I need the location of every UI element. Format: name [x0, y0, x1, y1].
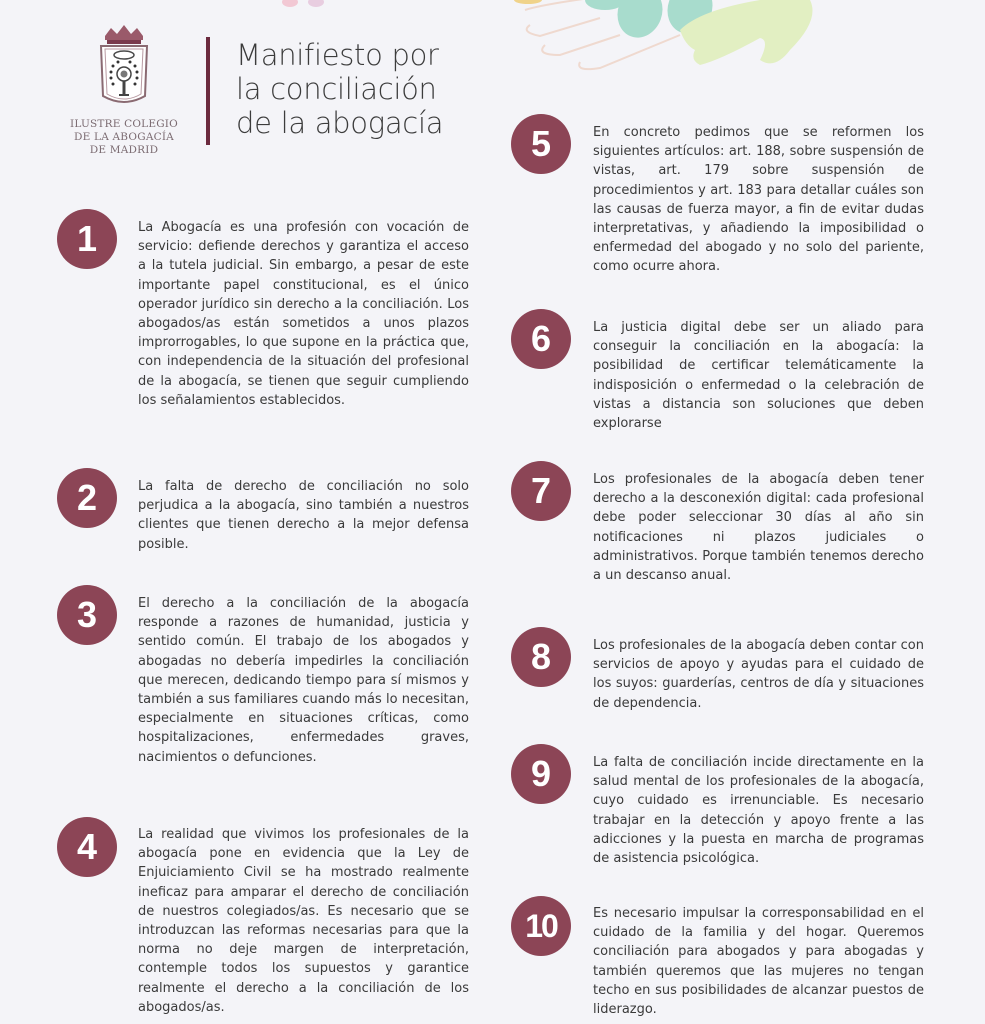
title-line-1: Manifiesto por	[236, 38, 439, 72]
item-text: Los profesionales de la abogacía deben tener derecho a la desconexión digital: cada profesional debe poder seleccionar 30 días al año sin notificaciones ni plazos judiciales o administrativos. Porque también tenemos derecho a un descanso anual.	[593, 472, 924, 584]
title-divider	[206, 37, 210, 145]
item-text: La justicia digital debe ser un aliado para conseguir la conciliación en la abogacía: la posibilidad de certificar telemáticamente la indisposición o enfermedad o la celebración de vistas a distancia son soluciones que deben explorarse	[593, 320, 924, 432]
number-badge: 9	[511, 744, 571, 804]
college-logo	[62, 22, 186, 157]
number-badge: 10	[511, 896, 571, 956]
number-badge: 2	[57, 468, 117, 528]
item-text: La falta de conciliación incide directamente en la salud mental de los profesionales de la abogacía, cuyo cuidado es irrenunciable. Es necesario trabajar en la detección y apoyo frente a las adicciones y la puesta en marcha de programas de asistencia psicológica.	[593, 755, 924, 867]
item-text: La falta de derecho de conciliación no solo perjudica a la abogacía, sino también a nuestros clientes que tienen derecho a la mejor defensa posible.	[138, 479, 469, 552]
number-badge: 1	[57, 209, 117, 269]
item-text: Es necesario impulsar la corresponsabilidad en el cuidado de la familia y del hogar. Queremos conciliación para abogados y para abogadas y también queremos que las mujeres no tengan techo en sus posibilidades de alcanzar puestos de liderazgo.	[593, 906, 924, 1018]
item-text: El derecho a la conciliación de la abogacía responde a razones de humanidad, justicia y sentido común. El trabajo de los abogados y abogadas no debería impedirles la conciliación que merecen, dedicando tiempo para sí mismos y también a sus familiares cuando más lo necesitan, especialmente en situaciones críticas, como hospitalizaciones, enfermedades graves, nacimientos o defunciones.	[138, 596, 469, 765]
org-line-3: DE MADRID	[89, 144, 159, 156]
number-badge: 4	[57, 817, 117, 877]
org-line-2: DE LA ABOGACÍA	[74, 131, 174, 143]
item-text: Los profesionales de la abogacía deben contar con servicios de apoyo y ayudas para el cuidado de los suyos: guarderías, centros de día y situaciones de dependencia.	[593, 638, 924, 711]
org-line-1: ILUSTRE COLEGIO	[70, 118, 178, 130]
number-badge: 7	[511, 461, 571, 521]
item-text: La Abogacía es una profesión con vocación de servicio: defiende derechos y garantiza el acceso a la tutela judicial. Sin embargo, a pesar de este importante papel constitucional, es el único operador jurídico sin derecho a la conciliación. Los abogados/as están sometidos a unos plazos improrrogables, lo que supone en la práctica que, con independencia de la situación del profesional de la abogacía, se tienen que seguir cumpliendo los señalamientos establecidos.	[138, 220, 469, 408]
number-badge: 6	[511, 309, 571, 369]
number-badge: 3	[57, 585, 117, 645]
title-line-2: la conciliación	[236, 72, 437, 106]
item-text: La realidad que vivimos los profesionales de la abogacía pone en evidencia que la Ley de Enjuiciamiento Civil se ha mostrado realmente ineficaz para amparar el derecho de conciliación de nuestros colegiados/as. Es necesario que se introduzcan las reformas necesarias para que la norma no deje margen de interpretación, contemple todos los supuestos y garantice realmente el derecho a la conciliación de los abogados/as.	[138, 827, 469, 1015]
organization-name	[62, 118, 186, 157]
coat-of-arms-icon	[93, 22, 155, 114]
item-text: En concreto pedimos que se reformen los siguientes artículos: art. 188, sobre suspensión de vistas, art. 179 sobre suspensión de procedimientos y art. 183 para detallar cuáles son las causas de fuerza mayor, a fin de evitar dudas interpretativas, y añadiendo la imposibilidad o enfermedad del abogado y no solo del pariente, como ocurre ahora.	[593, 125, 924, 275]
title-line-3: de la abogacía	[236, 106, 444, 140]
page-title	[236, 38, 443, 140]
number-badge: 5	[511, 114, 571, 174]
number-badge: 8	[511, 627, 571, 687]
